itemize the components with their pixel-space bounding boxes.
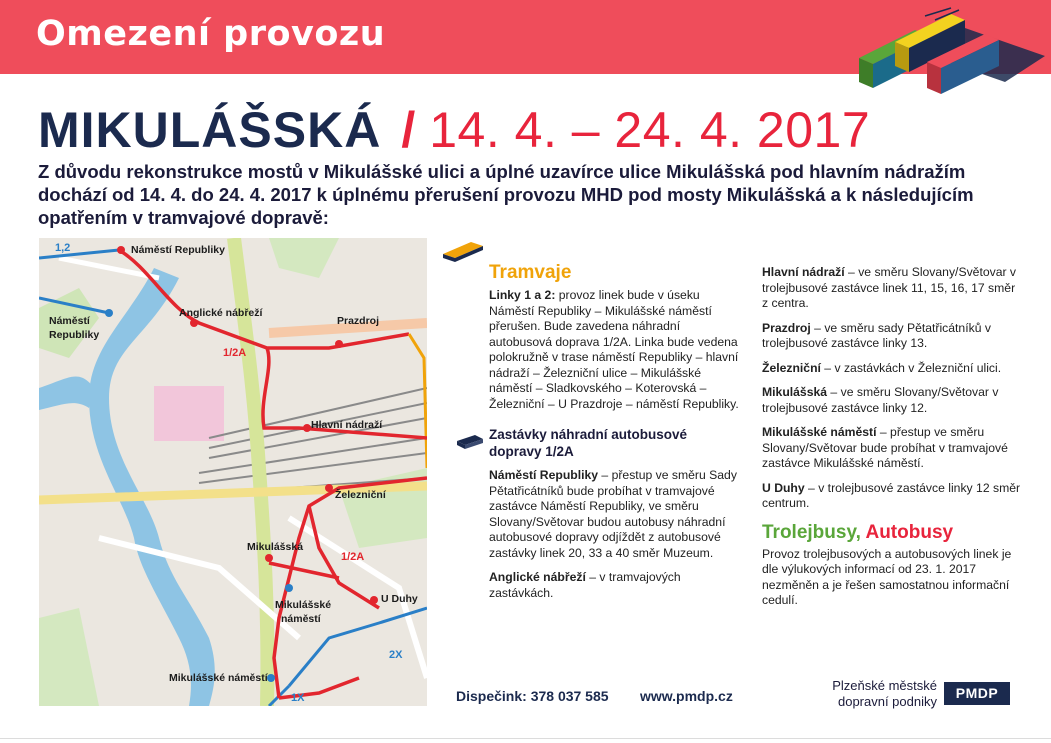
closure-dates: 14. 4. – 24. 4. 2017: [429, 102, 871, 158]
stop-name: U Duhy: [762, 480, 805, 495]
stop-name: Prazdroj: [762, 320, 811, 335]
headline-separator: /: [401, 102, 416, 158]
map-label-mikulasska: Mikulášská: [247, 541, 304, 553]
map-label-nam-rep-top: Náměstí Republiky: [131, 244, 225, 256]
pmdp-vehicles-logo: [855, 6, 1045, 100]
map-label-prazdroj: Prazdroj: [337, 315, 380, 327]
stop-item: [489, 570, 739, 601]
stop-item: [762, 265, 1024, 312]
pmdp-badge: PMDP: [944, 682, 1010, 705]
trolley-bus-title: [762, 521, 1024, 545]
stop-name: Náměstí Republiky: [489, 468, 599, 482]
map-label-nam-rep-left-1: Náměstí: [49, 315, 90, 327]
org-name: [815, 678, 937, 710]
stop-text: – ve směru Slovany/Světovar v trolejbusové zastávce linky 12.: [762, 385, 999, 415]
map-label-line-2x: 2X: [389, 649, 403, 661]
intro-paragraph: Z důvodu rekonstrukce mostů v Mikulášské ulici a úplné uzavírce ulice Mikulášská pod hlavním nádražím dochází od 14. 4. do 24. 4. 2017 k úplnému přerušení provozu MHD pod mosty Mikulášská a k následujícím opatřením v tramvajové dopravě:: [38, 161, 974, 228]
map-label-mik-nam-bottom: Mikulášské náměstí: [169, 672, 268, 684]
map-label-mik-nam-2: náměstí: [281, 613, 321, 625]
banner-title: Omezení provozu: [36, 14, 386, 54]
org-name-line1: Plzeňské městské: [832, 678, 937, 693]
stop-name: Anglické nábřeží: [489, 570, 586, 584]
tram-icon: [441, 238, 485, 262]
stop-item: [762, 321, 1024, 352]
map-label-line-12a-mid: 1/2A: [341, 551, 365, 563]
map-label-mik-nam-1: Mikulášské: [275, 599, 332, 611]
bottom-divider: [0, 738, 1051, 739]
stop-name: Hlavní nádraží: [762, 265, 845, 279]
stop-name: Mikulášská: [762, 385, 828, 399]
tram-lines-label: Linky 1 a 2:: [489, 288, 556, 302]
map-label-nam-rep-left-2: Republiky: [49, 329, 100, 341]
tram-lines-paragraph: [489, 288, 739, 412]
street-name: MIKULÁŠSKÁ: [38, 102, 382, 158]
stop-text: – v trolejbusové zastávce linky 12 směr centrum.: [762, 480, 1021, 510]
stop-text: – ve směru sady Pětatřicátníků v trolejbusové zastávce linky 13.: [762, 320, 991, 350]
stop-text: – v tramvajových zastávkách.: [489, 570, 681, 600]
map-label-line-12: 1,2: [55, 242, 71, 254]
stop-text: – přestup ve směru Slovany/Světovar bude probíhat v tramvajové zastávce Mikulášské náměstí.: [762, 425, 1008, 470]
right-text-column: [762, 265, 1024, 618]
stop-text: – přestup ve směru Sady Pětatřicátníků bude probíhat v tramvajové zastávce Náměstí Republiky, ve směru Slovany/Světovar budou autobusy náhradní autobusové dopravy odjíždět z autobusové zastávky linek 20, 33 a 40 směr Muzeum.: [489, 468, 737, 560]
stop-text: – v zastávkách v Železniční ulici.: [820, 360, 1002, 375]
stop-item: [762, 385, 1024, 416]
map-label-anglicke: Anglické nábřeží: [179, 307, 263, 319]
left-text-column: [489, 262, 739, 610]
map-label-u-duhy: U Duhy: [381, 593, 418, 605]
headline: [38, 100, 870, 160]
stop-name: Mikulášské náměstí: [762, 425, 877, 439]
map-label-zeleznicni: Železniční: [335, 489, 386, 501]
trolley-title: Trolejbusy,: [762, 521, 861, 543]
dispatch-phone: Dispečink: 378 037 585: [456, 688, 609, 704]
map-label-line-1x: 1X: [291, 692, 305, 704]
tram-lines-text: provoz linek bude v úseku Náměstí Republiky – Mikulášské náměstí přerušen. Bude zavedena náhradní autobusová doprava 1/2A. Linka bude vedena polokružně v trase náměstí Republiky – hlavní nádraží – Železniční ulice – Mikulášské náměstí – Sladkovského – Koterovská – Železniční – U Prazdroje – náměstí Republiky.: [489, 288, 739, 411]
stops-section-title: Zastávky náhradní autobusové dopravy 1/2A: [489, 427, 688, 459]
org-name-line2: dopravní podniky: [837, 694, 937, 709]
stop-item: [762, 361, 1024, 377]
map-label-hlavni: Hlavní nádraží: [311, 419, 383, 431]
stop-item: [762, 481, 1024, 512]
trolley-bus-text: Provoz trolejbusových a autobusových linek je dle výlukových informací od 23. 1. 2017 nezměněn a je řešen samostatnou informační cedulí.: [762, 546, 1012, 607]
map-label-line-12a-top: 1/2A: [223, 347, 247, 359]
stop-name: Železniční: [762, 360, 821, 375]
diversion-map: [39, 238, 427, 706]
bus-icon: [455, 433, 485, 451]
stop-text: – ve směru Slovany/Světovar v trolejbusové zastávce linek 11, 15, 16, 17 směr z centra.: [762, 265, 1017, 310]
bus-title: Autobusy: [865, 521, 954, 543]
tram-section-title: Tramvaje: [489, 262, 572, 283]
stop-item: [489, 468, 739, 561]
website-link[interactable]: www.pmdp.cz: [640, 688, 733, 704]
stop-item: [762, 425, 1024, 472]
